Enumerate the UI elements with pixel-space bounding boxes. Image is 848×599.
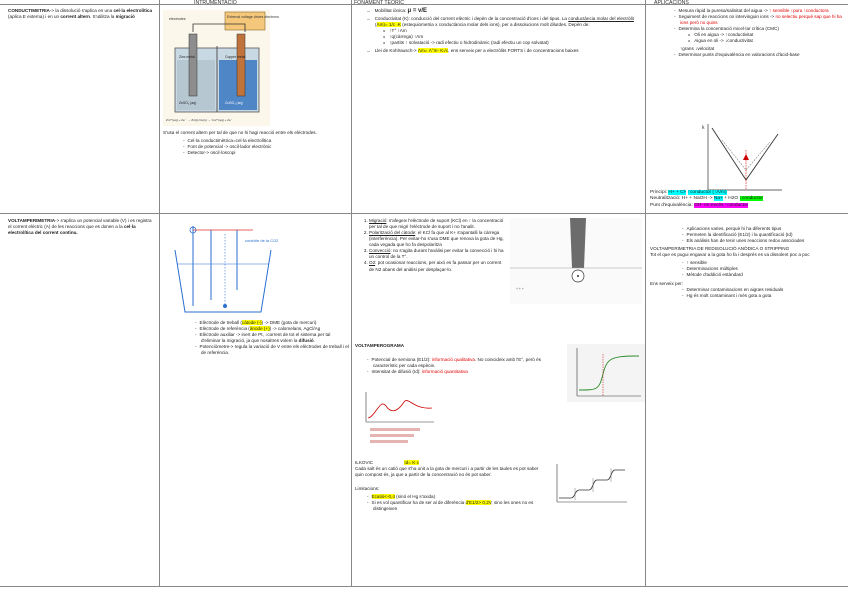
conductimetria-theory bbox=[355, 8, 643, 56]
step-polarogram-figure bbox=[551, 462, 631, 506]
voltamperimetria-instrumentation bbox=[163, 320, 349, 358]
fig-label-cuso4: CuSO₄ (aq) bbox=[225, 101, 243, 105]
list-item: - Hg és molt contaminant i més gota a gota bbox=[688, 293, 845, 299]
electrodes-list bbox=[163, 320, 349, 356]
list-item: - Mètode d'addició estàndard bbox=[688, 272, 845, 278]
fig-label-k: k bbox=[702, 125, 705, 131]
alternating-current-note: S'usa el corrent altern per tal de que no hi hagi reacció entre els elèctrodes. bbox=[163, 130, 317, 135]
stripping-text: Tot el que es pugui engavar a la gota ho fa i després es va dissolent poc a poc bbox=[650, 252, 810, 258]
list-item: - Potencial de semiona (E1/2): informació qualitativa. No coincideix amb l'E°, però és característic per cada espècie. bbox=[373, 357, 565, 369]
list-item: o ↑T° ↑Λm bbox=[391, 28, 643, 34]
list-item: - ↑ sensible bbox=[688, 260, 845, 266]
list-item: o Aigua en oli -> ↓conductivitat bbox=[696, 38, 845, 44]
list-item: - Elèctrode de referència (ànode (+)) -> calomelans, AgCl/Ag bbox=[201, 326, 349, 332]
list-item: o ↑partits ↑ solvatació -> radi efectiu o hidrodinàmic (radi efectiu un cop solvatat) bbox=[391, 40, 643, 46]
list-item: - Elèctrode de treball (càtode (-)) -> DME (gota de mercuri) bbox=[201, 320, 349, 326]
list-item: o ↑q(càrrega) ↑Λm bbox=[391, 34, 643, 40]
cmc-sublist bbox=[680, 32, 845, 44]
list-item: - Permeten la identificació (E1/2) i la quantificació (Id) bbox=[688, 232, 845, 238]
fig-label-zinc: Zinc metal bbox=[179, 55, 195, 59]
list-item: - Mesura ràpid la puresa/salinitat del aigua -> ↑ sensible ↑pura ↑conductora bbox=[680, 8, 845, 14]
applications-list bbox=[650, 8, 845, 59]
dropping-mercury-figure bbox=[510, 218, 642, 304]
list-item: - Cel·la conductimètrica=cel·la electrolítica bbox=[189, 138, 349, 144]
list-item: - Detector-> oscil·loscopi bbox=[189, 150, 349, 156]
ilkovic-title: ILKOVIC bbox=[355, 460, 374, 465]
list-item: - Determina la concentració micel·lar crítica (CMC) o Oli en aigua -> ↑conductivitat o Aigua en oli -> ↓conductivitat ↑grans ↓velocitat bbox=[680, 26, 845, 52]
conductimetria-instrumentation bbox=[163, 130, 349, 158]
titration-summary bbox=[650, 190, 845, 209]
svg-text:+ + +: + + + bbox=[516, 287, 524, 291]
step-polarogram-diagram bbox=[551, 462, 631, 506]
instrumentation-list bbox=[163, 138, 349, 156]
electrolytic-cell-figure bbox=[163, 10, 279, 126]
voltamperograma-list bbox=[355, 357, 565, 375]
fig-label-znso4: ZnSO₄ (aq) bbox=[179, 101, 197, 105]
header-instrumentacio: INTRUMENTACIÓ bbox=[194, 0, 237, 6]
header-divider bbox=[0, 4, 848, 5]
polarogram-figure bbox=[356, 388, 438, 452]
list-item: 3. Convecció: no s'agita durant l'anàlisi per evitar la convecció i hi ha un control de la T°. bbox=[369, 248, 507, 260]
voltamperograma-title: VOLTAMPEROGRAMA bbox=[355, 343, 405, 348]
list-item: - Elèctrode auxiliar -> inert de Pt, ↓corrent de tot el sistema per tal d'eliminar la migració, ja que nosaltres volem la difusió. bbox=[201, 332, 349, 344]
stripping-title: VOLTAMPERIMETRIA DE REDISOLUCIÓ ANÒDICA O STRIPPING bbox=[650, 246, 790, 252]
list-item: - Els anàlisis han de tenir unes reaccions redox associades bbox=[688, 238, 845, 244]
polarogram-diagram bbox=[356, 388, 438, 452]
voltamperimetria-applications bbox=[650, 226, 845, 301]
header-fonament-teoric: FONAMENT TEÒRIC bbox=[354, 0, 404, 6]
list-item: 2. Polarització del càtode: el KCl fa que al K+ s'apantalli la càrrega (interferència). Per evitar-ho s'usa DME que renova la gota de Hg, cada vegada que ho fa despolaritza bbox=[369, 230, 507, 248]
list-item: 4. O2: pot ocasionar reaccions, per aixó es fa passar per un corrent de N2 abans del anàlisi per desplaçar-lo. bbox=[369, 260, 507, 272]
voltamperimetria-intro: VOLTAMPERIMETRIA-> s'aplica un potencial variable (V) i es registra el corrent elèctric (A) de les reaccions que es donen a la cel·la electrolítica del corrent continu. bbox=[8, 218, 152, 236]
equivalence-line: Punt d'equivalència: OH- en excés ↑conductor bbox=[650, 202, 749, 208]
list-item: - Ecatió<-0,4 (sinó el Hg s'oxida) bbox=[373, 494, 547, 500]
conductimetria-intro: CONDUCTIMETRIA-> la dissolució s'aplica en una cel·la electrolítica (aplica E externa) i en un corrent altern. S'utilitza la migració bbox=[8, 8, 152, 20]
list-item: - Seguiment de reaccions on intervinguin ions -> no selectiu perquè sap que hi ha ions però no quins bbox=[680, 14, 845, 26]
column-divider bbox=[159, 0, 160, 586]
fig-label-equation: Zn²⁺(aq) + 2e⁻ → Zn(s) Cu(s) → Cu²⁺(aq) + 2e⁻ bbox=[166, 118, 233, 122]
list-item: - Determinacions múltiples bbox=[688, 266, 845, 272]
fig-label-external: External voltage drives electrons bbox=[227, 15, 279, 19]
theory-list bbox=[355, 8, 643, 54]
polarography-cell-diagram bbox=[163, 220, 283, 318]
list-item: → Llei de Kohlrausch-> Λm= Λ°m- K√c, ens serveix per a electròlits FORTS i de concentracions baixes bbox=[375, 48, 643, 54]
voltammetry-apps-list bbox=[650, 226, 845, 244]
fig-label-control: contrôle de la CO2 bbox=[245, 238, 279, 243]
polarography-cell-figure bbox=[163, 220, 283, 318]
voltamperimetria-interferences bbox=[355, 218, 507, 275]
principle-line: Principi: H+ + Cl- ↑conductor (↑Λ/m) bbox=[650, 190, 727, 195]
titration-curve-diagram bbox=[700, 120, 784, 194]
polarographic-wave-diagram bbox=[567, 344, 645, 402]
list-item: o Oli en aigua -> ↑conductivitat bbox=[696, 32, 845, 38]
stripping-list bbox=[650, 260, 845, 278]
list-item: → Conductivitat (K): conducció del corrent elèctric i depèn de la concentració d'ions i del tipus. La conductància molar del electròlit (Λm)= 1/c ·K (estequiometria x conductància molar dels ions), per a dissolucions molt diluïdes. Depèn de: o ↑T° ↑Λm o ↑q(càrrega) ↑Λm o ↑partits ↑ solvatació -> radi efectiu o hidrodinàmic (radi efectiu un cop solvatat) bbox=[375, 16, 643, 46]
column-divider bbox=[645, 0, 646, 586]
ilkovic-text: Cada salt és un catió que s'ha unit a la gota de mercuri i a partir de les taules es pot saber quin compost és, ja que a partir de la concentració no és pot saber. bbox=[355, 466, 539, 478]
electrolytic-cell-diagram bbox=[163, 10, 279, 126]
list-item: - Font de potencial -> oscil·lador electrònic bbox=[189, 144, 349, 150]
list-item: - Determinar punts d'equivalència en valoracions d'àcid-base bbox=[680, 52, 845, 58]
header-aplicacions: APLICACIONS bbox=[654, 0, 689, 6]
limitations-title: Limitacions: bbox=[355, 486, 380, 492]
fig-label-copper: Copper metal bbox=[225, 55, 246, 59]
titration-curve-figure bbox=[700, 120, 784, 194]
list-item: - Aplicacions varies, perquè hi ha diferents tipus bbox=[688, 226, 845, 232]
list-item: - Determinar contaminacions en aigües residuals bbox=[688, 287, 845, 293]
uses-list bbox=[650, 287, 845, 299]
polarographic-wave-figure bbox=[567, 344, 645, 402]
interferences-list bbox=[355, 218, 507, 273]
table-bottom bbox=[0, 586, 848, 587]
list-item: 1. Migració: s'afegeix l'elèctrode de suport (KCl) en ↑ la concentració per tal de que migri l'elèctrode de suport i no l'analit. bbox=[369, 218, 507, 230]
list-item: - Si es vol quantificar ha de ser al de diferència d'E1/2> 0,2V, sino les ones no es distingeixen bbox=[373, 500, 547, 512]
conductimetria-title: CONDUCTIMETRIA bbox=[8, 8, 50, 13]
list-item: - Intensitat de difusió (Id): informació quantitativa bbox=[373, 369, 565, 375]
dropping-mercury-diagram bbox=[510, 218, 642, 304]
ilkovic-equation: Id= K·c bbox=[404, 460, 420, 465]
ilkovic-section bbox=[355, 460, 547, 514]
voltamperimetria-title: VOLTAMPERIMETRIA bbox=[8, 218, 56, 223]
list-item: - Potenciòmetre-> regula la variació de V entre els elèctrodes de treball i el de referència. bbox=[201, 344, 349, 356]
voltamperograma-section bbox=[355, 340, 565, 377]
neutralization-line: Neutralització: H+ + NaOH -> Na+ + H2O ↓conductor bbox=[650, 196, 763, 202]
list-item: → Mobilitat iònica: μ = v/E bbox=[375, 8, 643, 16]
theory-sublist bbox=[375, 28, 643, 46]
limitations-list bbox=[355, 494, 547, 512]
fig-label-electrodes: electrodes bbox=[169, 17, 186, 21]
column-divider bbox=[351, 0, 352, 586]
uses-title: Ens serveix per: bbox=[650, 280, 683, 286]
row-divider bbox=[0, 213, 848, 214]
conductimetria-applications bbox=[650, 8, 845, 61]
